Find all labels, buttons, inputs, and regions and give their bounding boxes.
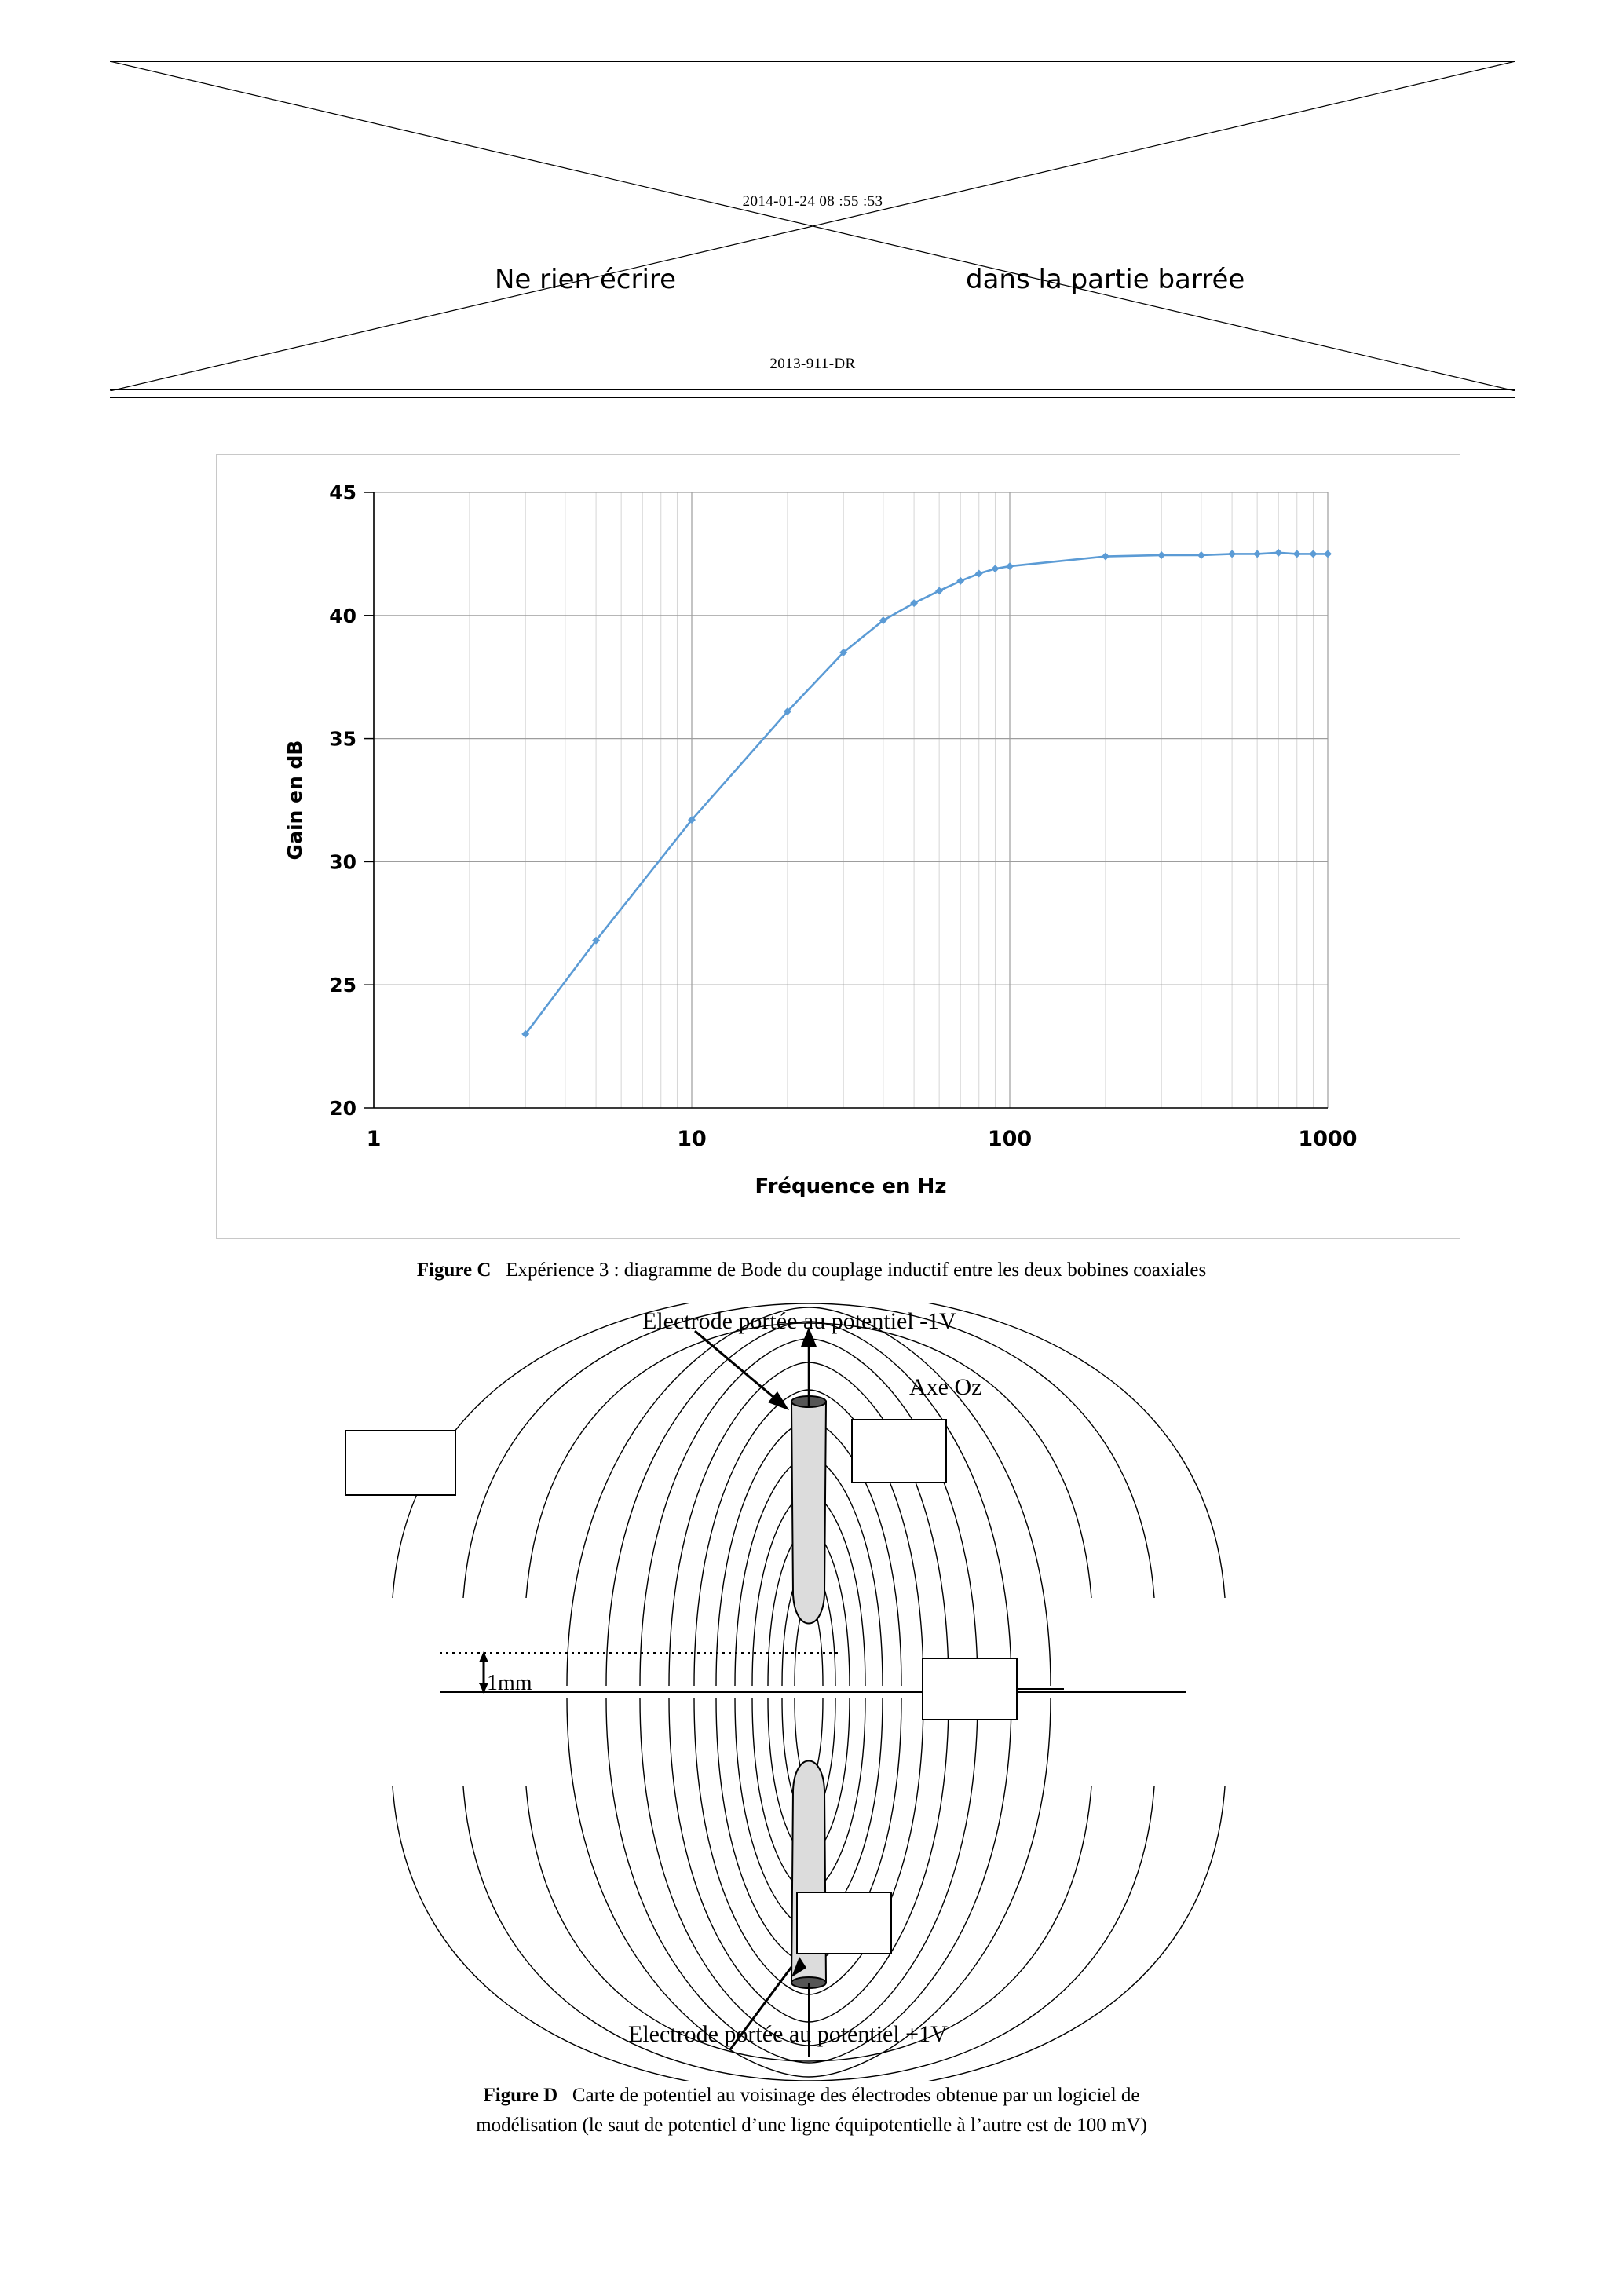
cross-out-lines xyxy=(110,61,1515,391)
potential-map-canvas xyxy=(338,1303,1319,2081)
bottom-electrode-label: Electrode portée au potentiel +1V xyxy=(628,2021,948,2047)
svg-text:40: 40 xyxy=(329,604,356,627)
figure-d-label: Figure D xyxy=(483,2085,558,2106)
figure-d-caption-text-1: Carte de potentiel au voisinage des électrodes obtenue par un logiciel de xyxy=(572,2085,1140,2106)
bode-diagram-chart xyxy=(216,454,1460,1239)
header-note-right: dans la partie barrée xyxy=(966,264,1245,295)
svg-text:1: 1 xyxy=(366,1127,382,1151)
svg-text:Gain en dB: Gain en dB xyxy=(283,740,306,861)
figure-c-caption xyxy=(0,1256,1623,1285)
figure-d-caption-line-2: modélisation (le saut de potentiel d’une ligne équipotentielle à l’autre est de 100 mV) xyxy=(476,2114,1147,2136)
gap-dimension-label: 1mm xyxy=(487,1671,532,1695)
svg-text:Fréquence en Hz: Fréquence en Hz xyxy=(755,1175,947,1198)
svg-text:25: 25 xyxy=(329,974,356,997)
svg-text:100: 100 xyxy=(987,1127,1033,1151)
figure-c-label: Figure C xyxy=(416,1260,492,1281)
svg-text:10: 10 xyxy=(677,1127,707,1151)
figure-c-caption-text: Expérience 3 : diagramme de Bode du couplage inductif entre les deux bobines coaxiales xyxy=(506,1260,1207,1281)
barred-header-block xyxy=(110,61,1515,391)
svg-text:35: 35 xyxy=(329,727,356,751)
figure-d-caption-line-1 xyxy=(0,2081,1623,2111)
axis-oz-label: Axe Oz xyxy=(909,1374,982,1400)
top-electrode-label: Electrode portée au potentiel -1V xyxy=(642,1308,956,1334)
chart-canvas xyxy=(217,455,1460,1238)
svg-text:45: 45 xyxy=(329,481,356,504)
svg-text:20: 20 xyxy=(329,1097,356,1120)
header-rule-bottom-2 xyxy=(110,397,1515,398)
figure-d-caption xyxy=(0,2081,1623,2140)
potential-map-figure xyxy=(338,1303,1319,2081)
svg-text:30: 30 xyxy=(329,850,356,874)
header-rule-bottom xyxy=(110,389,1515,390)
svg-text:1000: 1000 xyxy=(1298,1127,1358,1151)
header-note-left: Ne rien écrire xyxy=(495,264,677,295)
header-timestamp: 2014-01-24 08 :55 :53 xyxy=(742,193,883,210)
header-reference-code: 2013-911-DR xyxy=(769,356,856,372)
